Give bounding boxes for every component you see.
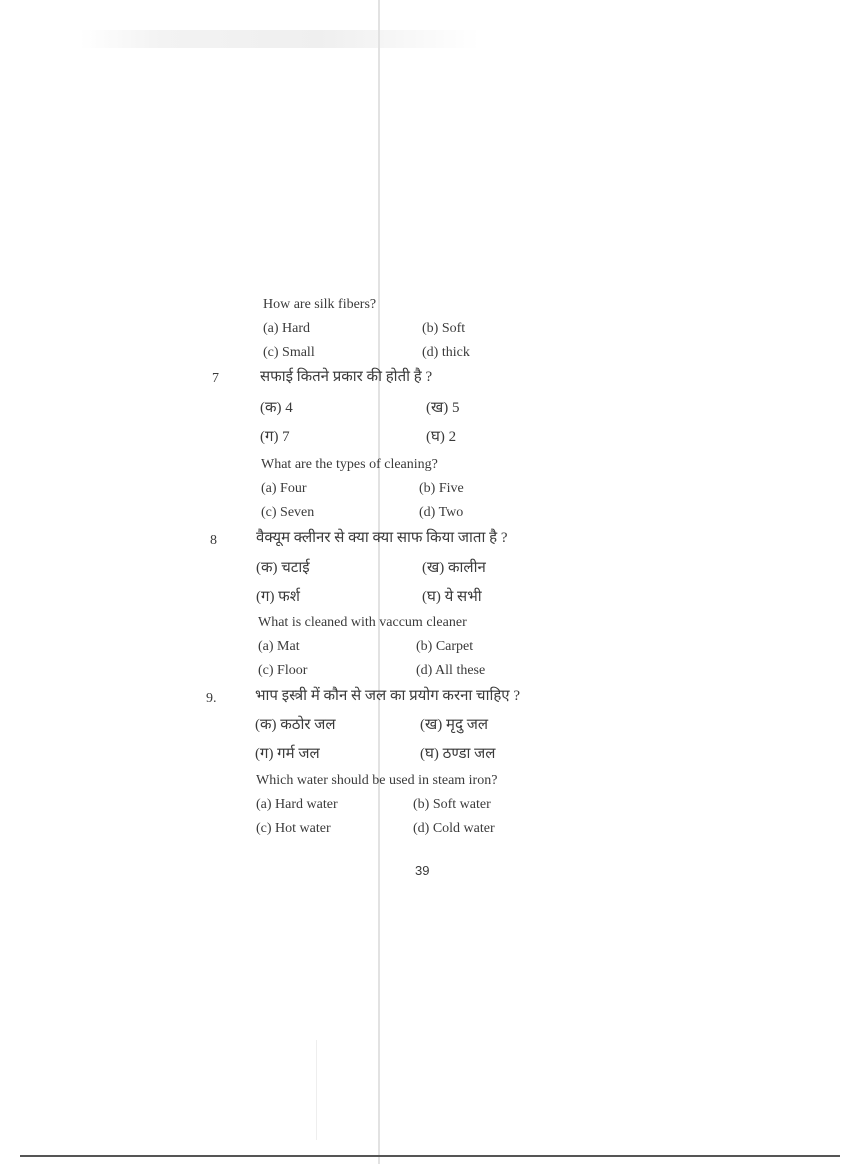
question-english: Which water should be used in steam iron? [256,773,498,788]
option-d: (d) Two [419,505,464,520]
page-number: 39 [415,863,430,878]
scan-fold-line [378,0,380,1164]
scan-fold-line-lower [316,1040,317,1140]
option-ga: (ग) फर्श [256,589,300,605]
option-ga: (ग) गर्म जल [255,746,320,762]
question-number: 9. [206,691,217,706]
option-b: (b) Soft water [413,797,491,812]
question-number: 8 [210,533,217,548]
option-kha: (ख) 5 [426,400,460,416]
scan-bottom-edge [20,1155,840,1157]
option-a: (a) Hard [263,321,311,336]
scan-smudge [80,30,480,48]
option-ka: (क) कठोर जल [255,717,336,733]
question-english: What is cleaned with vaccum cleaner [258,615,467,630]
option-c: (c) Seven [261,505,315,520]
option-gha: (घ) ये सभी [422,589,482,605]
option-a: (a) Mat [258,639,300,654]
option-a: (a) Four [261,481,307,496]
option-c: (c) Small [263,345,315,360]
option-ka: (क) 4 [260,400,293,416]
question-number: 7 [212,371,219,386]
question-hindi: सफाई कितने प्रकार की होती है ? [260,369,433,385]
option-kha: (ख) मृदु जल [420,717,488,733]
question-english: How are silk fibers? [263,297,377,312]
question-hindi: वैक्यूम क्लीनर से क्या क्या साफ किया जाता है ? [256,530,508,546]
option-a: (a) Hard water [256,797,338,812]
option-d: (d) Cold water [413,821,495,836]
option-d: (d) thick [422,345,470,360]
option-gha: (घ) ठण्डा जल [420,746,496,762]
option-kha: (ख) कालीन [422,560,486,576]
option-b: (b) Soft [422,321,466,336]
option-d: (d) All these [416,663,486,678]
option-b: (b) Five [419,481,464,496]
option-gha: (घ) 2 [426,429,457,445]
option-ka: (क) चटाई [256,560,310,576]
option-ga: (ग) 7 [260,429,290,445]
option-b: (b) Carpet [416,639,474,654]
question-english: What are the types of cleaning? [261,457,438,472]
option-c: (c) Hot water [256,821,331,836]
question-hindi: भाप इस्त्री में कौन से जल का प्रयोग करना चाहिए ? [255,688,521,704]
option-c: (c) Floor [258,663,308,678]
